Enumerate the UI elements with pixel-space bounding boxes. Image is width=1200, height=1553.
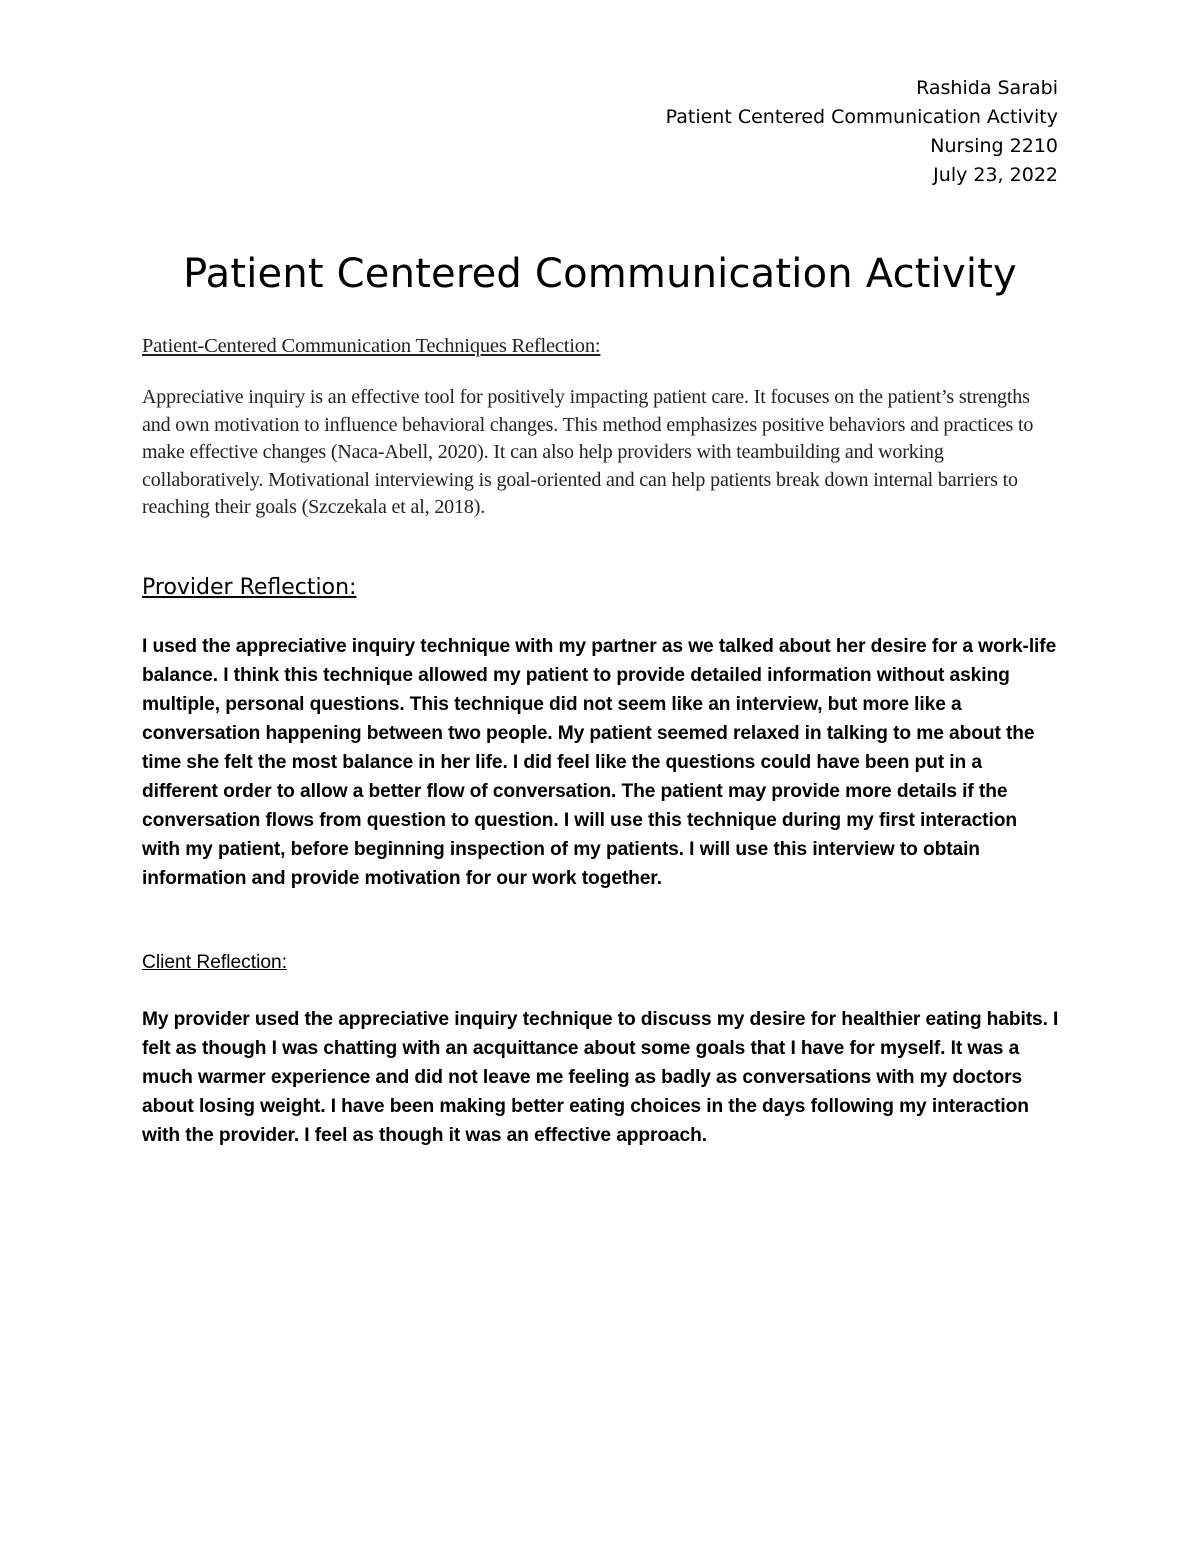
- client-paragraph: My provider used the appreciative inquiry technique to discuss my desire for healthier eating habits. I felt as though I was chatting with an acquittance about some goals that I have for myself. It was a much warmer experience and did not leave me feeling as badly as conversations with my doctors about losing weight. I have been making better eating choices in the days following my interaction with the provider. I feel as though it was an effective approach.: [142, 1009, 1059, 1146]
- header-block: [666, 74, 1058, 190]
- techniques-paragraph: Appreciative inquiry is an effective tool for positively impacting patient care. It focuses on the patient’s strengths and own motivation to influence behavioral changes. This method emphasizes positive behaviors and practices to make effective changes (Naca-Abell, 2020). It can also help providers with teambuilding and working collaboratively. Motivational interviewing is goal-oriented and can help patients break down internal barriers to reaching their goals (Szczekala et al, 2018).: [142, 386, 1034, 518]
- provider-heading: Provider Reflection:: [142, 575, 357, 600]
- document-date: July 23, 2022: [933, 164, 1058, 186]
- author-name: Rashida Sarabi: [916, 77, 1058, 99]
- document-title: Patient Centered Communication Activity: [183, 251, 1017, 297]
- assignment-name: Patient Centered Communication Activity: [665, 106, 1058, 128]
- course-name: Nursing 2210: [930, 135, 1058, 157]
- techniques-heading: Patient-Centered Communication Techniques Reflection:: [142, 335, 601, 357]
- provider-paragraph: I used the appreciative inquiry technique with my partner as we talked about her desire for a work-life balance. I think this technique allowed my patient to provide detailed information without asking multiple, personal questions. This technique did not seem like an interview, but more like a conversation happening between two people. My patient seemed relaxed in talking to me about the time she felt the most balance in her life. I did feel like the questions could have been put in a different order to allow a better flow of conversation. The patient may provide more details if the conversation flows from question to question. I will use this technique during my first interaction with my patient, before beginning inspection of my patients. I will use this interview to obtain information and provide motivation for our work together.: [142, 636, 1057, 889]
- client-heading: Client Reflection:: [142, 952, 288, 973]
